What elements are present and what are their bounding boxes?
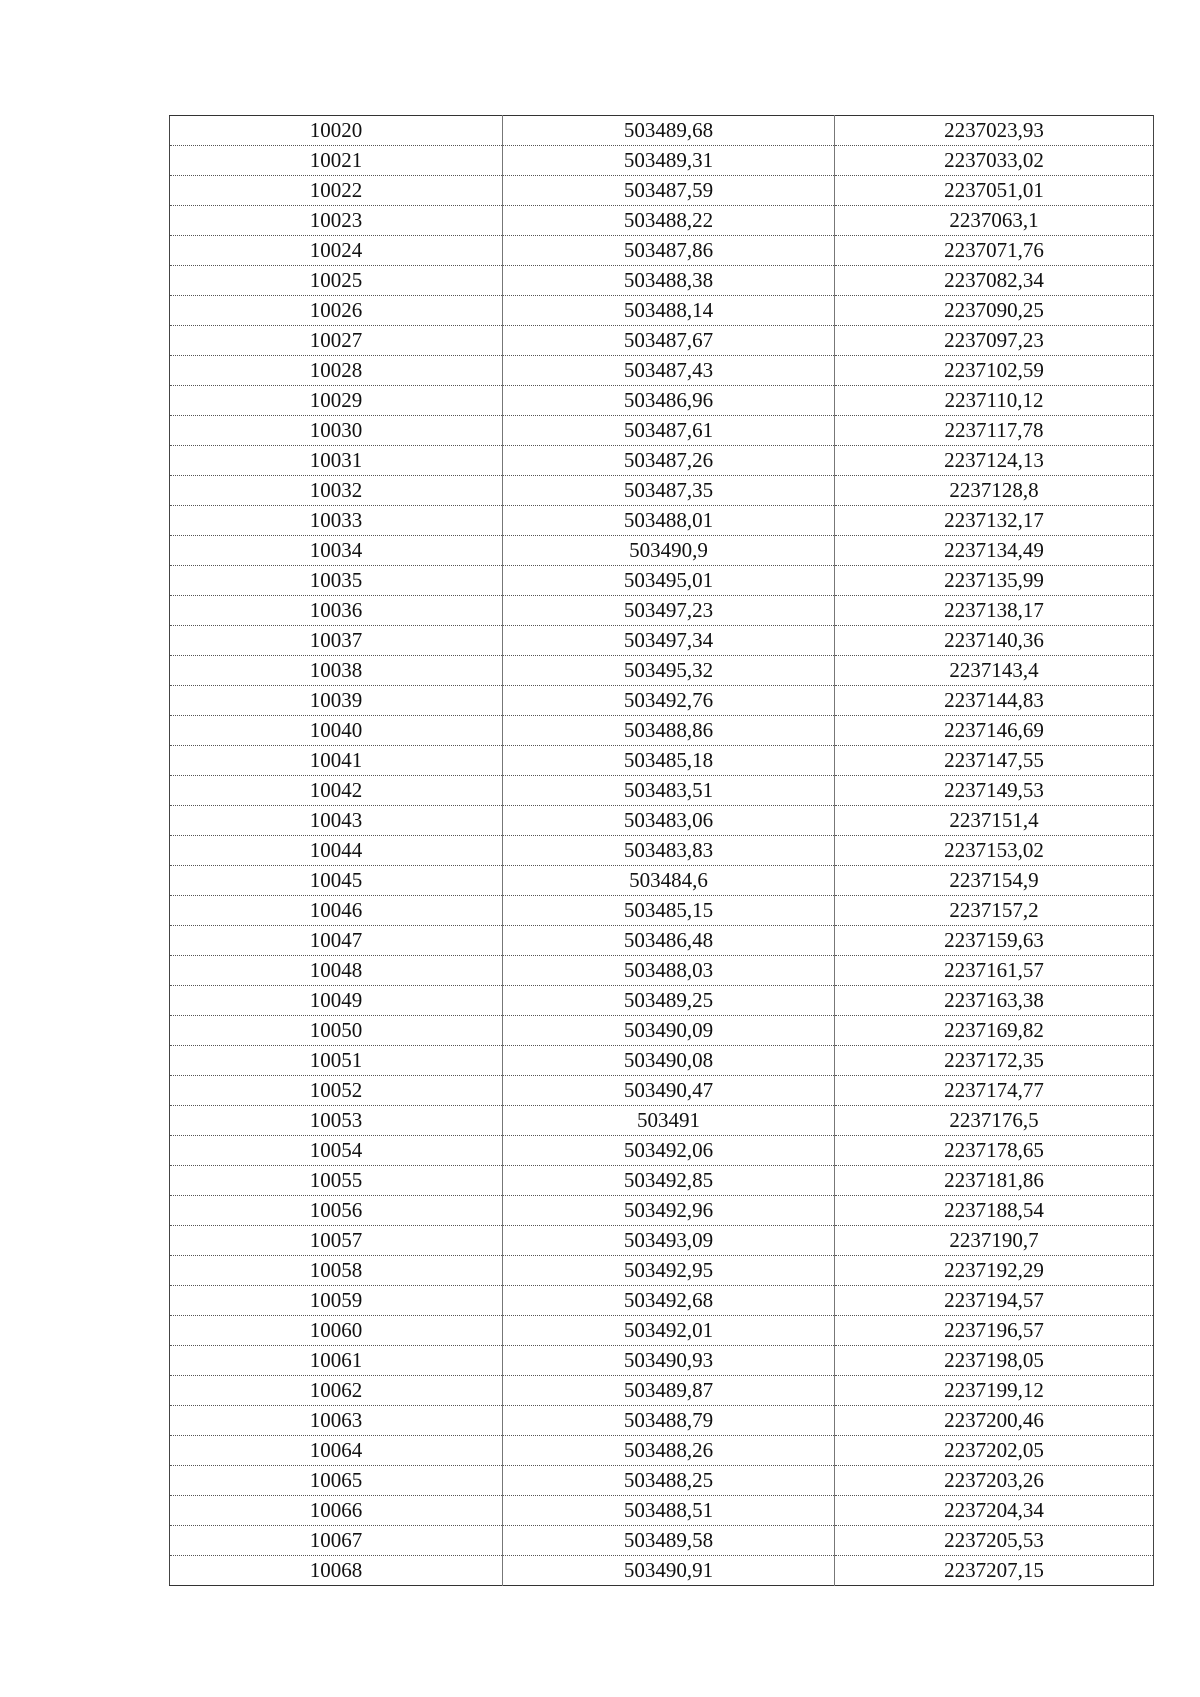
x-coordinate-cell: 503483,06 [503,806,835,836]
point-number-cell: 10052 [170,1076,503,1106]
table-row [170,206,1154,236]
y-coordinate-cell: 2237138,17 [835,596,1154,626]
x-coordinate-cell: 503492,01 [503,1316,835,1346]
point-number-cell: 10021 [170,146,503,176]
point-number-cell: 10067 [170,1526,503,1556]
y-coordinate-cell: 2237198,05 [835,1346,1154,1376]
coordinates-table-body [170,116,1154,1586]
table-row [170,326,1154,356]
y-coordinate-cell: 2237200,46 [835,1406,1154,1436]
point-number-cell: 10024 [170,236,503,266]
table-row [170,506,1154,536]
point-number-cell: 10036 [170,596,503,626]
y-coordinate-cell: 2237134,49 [835,536,1154,566]
point-number-cell: 10031 [170,446,503,476]
table-row [170,386,1154,416]
point-number-cell: 10033 [170,506,503,536]
x-coordinate-cell: 503483,51 [503,776,835,806]
point-number-cell: 10055 [170,1166,503,1196]
table-row [170,1076,1154,1106]
point-number-cell: 10063 [170,1406,503,1436]
x-coordinate-cell: 503487,59 [503,176,835,206]
x-coordinate-cell: 503497,23 [503,596,835,626]
table-row [170,356,1154,386]
x-coordinate-cell: 503484,6 [503,866,835,896]
point-number-cell: 10028 [170,356,503,386]
y-coordinate-cell: 2237146,69 [835,716,1154,746]
y-coordinate-cell: 2237174,77 [835,1076,1154,1106]
table-row [170,686,1154,716]
table-row [170,566,1154,596]
y-coordinate-cell: 2237199,12 [835,1376,1154,1406]
table-row [170,416,1154,446]
y-coordinate-cell: 2237135,99 [835,566,1154,596]
x-coordinate-cell: 503487,61 [503,416,835,446]
table-row [170,836,1154,866]
point-number-cell: 10029 [170,386,503,416]
x-coordinate-cell: 503488,38 [503,266,835,296]
y-coordinate-cell: 2237124,13 [835,446,1154,476]
x-coordinate-cell: 503486,96 [503,386,835,416]
x-coordinate-cell: 503487,86 [503,236,835,266]
y-coordinate-cell: 2237147,55 [835,746,1154,776]
point-number-cell: 10027 [170,326,503,356]
y-coordinate-cell: 2237196,57 [835,1316,1154,1346]
x-coordinate-cell: 503489,25 [503,986,835,1016]
y-coordinate-cell: 2237102,59 [835,356,1154,386]
table-row [170,866,1154,896]
point-number-cell: 10044 [170,836,503,866]
table-row [170,1166,1154,1196]
coordinates-table [169,115,1154,1586]
table-row [170,656,1154,686]
x-coordinate-cell: 503492,06 [503,1136,835,1166]
x-coordinate-cell: 503488,01 [503,506,835,536]
y-coordinate-cell: 2237181,86 [835,1166,1154,1196]
x-coordinate-cell: 503489,87 [503,1376,835,1406]
y-coordinate-cell: 2237178,65 [835,1136,1154,1166]
table-row [170,536,1154,566]
y-coordinate-cell: 2237192,29 [835,1256,1154,1286]
x-coordinate-cell: 503497,34 [503,626,835,656]
table-row [170,1016,1154,1046]
x-coordinate-cell: 503492,96 [503,1196,835,1226]
y-coordinate-cell: 2237172,35 [835,1046,1154,1076]
table-row [170,1466,1154,1496]
x-coordinate-cell: 503487,43 [503,356,835,386]
point-number-cell: 10066 [170,1496,503,1526]
y-coordinate-cell: 2237151,4 [835,806,1154,836]
table-row [170,1556,1154,1586]
point-number-cell: 10042 [170,776,503,806]
point-number-cell: 10049 [170,986,503,1016]
point-number-cell: 10045 [170,866,503,896]
y-coordinate-cell: 2237163,38 [835,986,1154,1016]
table-row [170,1046,1154,1076]
point-number-cell: 10020 [170,116,503,146]
table-row [170,146,1154,176]
x-coordinate-cell: 503488,14 [503,296,835,326]
x-coordinate-cell: 503490,9 [503,536,835,566]
point-number-cell: 10022 [170,176,503,206]
point-number-cell: 10046 [170,896,503,926]
y-coordinate-cell: 2237176,5 [835,1106,1154,1136]
x-coordinate-cell: 503487,26 [503,446,835,476]
point-number-cell: 10065 [170,1466,503,1496]
table-row [170,1256,1154,1286]
table-row [170,176,1154,206]
y-coordinate-cell: 2237205,53 [835,1526,1154,1556]
y-coordinate-cell: 2237154,9 [835,866,1154,896]
y-coordinate-cell: 2237157,2 [835,896,1154,926]
y-coordinate-cell: 2237188,54 [835,1196,1154,1226]
y-coordinate-cell: 2237128,8 [835,476,1154,506]
x-coordinate-cell: 503488,22 [503,206,835,236]
x-coordinate-cell: 503492,76 [503,686,835,716]
table-row [170,746,1154,776]
point-number-cell: 10025 [170,266,503,296]
y-coordinate-cell: 2237071,76 [835,236,1154,266]
y-coordinate-cell: 2237117,78 [835,416,1154,446]
point-number-cell: 10041 [170,746,503,776]
x-coordinate-cell: 503488,25 [503,1466,835,1496]
point-number-cell: 10058 [170,1256,503,1286]
point-number-cell: 10062 [170,1376,503,1406]
y-coordinate-cell: 2237140,36 [835,626,1154,656]
y-coordinate-cell: 2237159,63 [835,926,1154,956]
x-coordinate-cell: 503495,32 [503,656,835,686]
x-coordinate-cell: 503492,85 [503,1166,835,1196]
y-coordinate-cell: 2237169,82 [835,1016,1154,1046]
x-coordinate-cell: 503488,86 [503,716,835,746]
y-coordinate-cell: 2237202,05 [835,1436,1154,1466]
x-coordinate-cell: 503488,79 [503,1406,835,1436]
y-coordinate-cell: 2237082,34 [835,266,1154,296]
table-row [170,1106,1154,1136]
table-row [170,116,1154,146]
table-row [170,1346,1154,1376]
point-number-cell: 10051 [170,1046,503,1076]
y-coordinate-cell: 2237144,83 [835,686,1154,716]
point-number-cell: 10060 [170,1316,503,1346]
y-coordinate-cell: 2237063,1 [835,206,1154,236]
point-number-cell: 10037 [170,626,503,656]
x-coordinate-cell: 503483,83 [503,836,835,866]
x-coordinate-cell: 503492,68 [503,1286,835,1316]
point-number-cell: 10061 [170,1346,503,1376]
table-row [170,896,1154,926]
point-number-cell: 10035 [170,566,503,596]
point-number-cell: 10053 [170,1106,503,1136]
table-row [170,806,1154,836]
point-number-cell: 10038 [170,656,503,686]
point-number-cell: 10047 [170,926,503,956]
y-coordinate-cell: 2237204,34 [835,1496,1154,1526]
point-number-cell: 10050 [170,1016,503,1046]
table-row [170,266,1154,296]
x-coordinate-cell: 503489,68 [503,116,835,146]
point-number-cell: 10056 [170,1196,503,1226]
y-coordinate-cell: 2237207,15 [835,1556,1154,1586]
table-row [170,296,1154,326]
y-coordinate-cell: 2237203,26 [835,1466,1154,1496]
x-coordinate-cell: 503485,15 [503,896,835,926]
table-row [170,1406,1154,1436]
point-number-cell: 10039 [170,686,503,716]
table-row [170,236,1154,266]
x-coordinate-cell: 503490,47 [503,1076,835,1106]
point-number-cell: 10026 [170,296,503,326]
table-row [170,1376,1154,1406]
x-coordinate-cell: 503490,93 [503,1346,835,1376]
x-coordinate-cell: 503495,01 [503,566,835,596]
table-row [170,626,1154,656]
table-row [170,1316,1154,1346]
table-row [170,1136,1154,1166]
x-coordinate-cell: 503490,91 [503,1556,835,1586]
point-number-cell: 10059 [170,1286,503,1316]
table-row [170,1286,1154,1316]
point-number-cell: 10068 [309,1558,363,1582]
point-number-cell: 10054 [170,1136,503,1166]
y-coordinate-cell: 2237090,25 [835,296,1154,326]
table-row [170,986,1154,1016]
point-number-cell: 10030 [170,416,503,446]
x-coordinate-cell: 503485,18 [503,746,835,776]
point-number-cell: 10040 [170,716,503,746]
x-coordinate-cell: 503491 [503,1106,835,1136]
x-coordinate-cell: 503488,03 [503,956,835,986]
y-coordinate-cell: 2237110,12 [835,386,1154,416]
table-row [170,1526,1154,1556]
table-row [170,446,1154,476]
y-coordinate-cell: 2237153,02 [835,836,1154,866]
x-coordinate-cell: 503489,58 [503,1526,835,1556]
table-row [170,956,1154,986]
x-coordinate-cell: 503493,09 [503,1226,835,1256]
y-coordinate-cell: 2237023,93 [835,116,1154,146]
point-number-cell: 10048 [170,956,503,986]
y-coordinate-cell: 2237194,57 [835,1286,1154,1316]
table-row [170,716,1154,746]
table-row [170,1496,1154,1526]
table-row [170,1196,1154,1226]
point-number-cell: 10057 [170,1226,503,1256]
y-coordinate-cell: 2237143,4 [835,656,1154,686]
x-coordinate-cell: 503490,08 [503,1046,835,1076]
table-row [170,476,1154,506]
x-coordinate-cell: 503487,35 [503,476,835,506]
y-coordinate-cell: 2237190,7 [835,1226,1154,1256]
y-coordinate-cell: 2237051,01 [835,176,1154,206]
table-row [170,926,1154,956]
y-coordinate-cell: 2237097,23 [835,326,1154,356]
x-coordinate-cell: 503488,26 [503,1436,835,1466]
point-number-cell: 10043 [170,806,503,836]
table-row [170,1226,1154,1256]
point-number-cell: 10023 [170,206,503,236]
x-coordinate-cell: 503490,09 [503,1016,835,1046]
table-row [170,1436,1154,1466]
y-coordinate-cell: 2237132,17 [835,506,1154,536]
point-number-cell: 10034 [170,536,503,566]
table-row [170,596,1154,626]
point-number-cell: 10064 [170,1436,503,1466]
table-row [170,776,1154,806]
x-coordinate-cell: 503492,95 [503,1256,835,1286]
y-coordinate-cell: 2237033,02 [835,146,1154,176]
x-coordinate-cell: 503486,48 [503,926,835,956]
y-coordinate-cell: 2237161,57 [835,956,1154,986]
x-coordinate-cell: 503488,51 [503,1496,835,1526]
x-coordinate-cell: 503489,31 [503,146,835,176]
x-coordinate-cell: 503487,67 [503,326,835,356]
y-coordinate-cell: 2237149,53 [835,776,1154,806]
point-number-cell: 10032 [170,476,503,506]
